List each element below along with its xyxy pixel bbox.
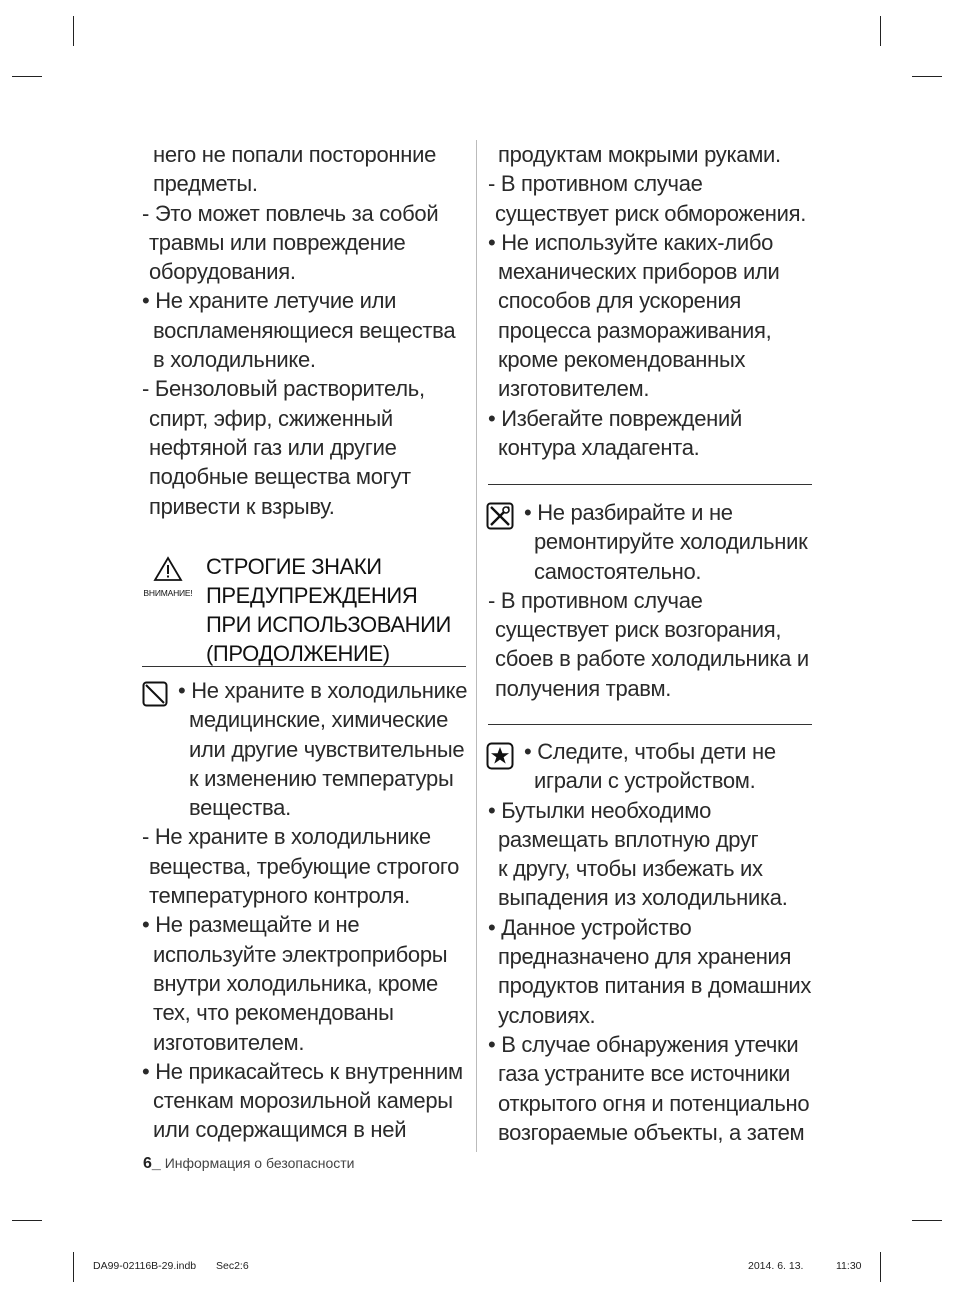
text-line: стенкам морозильной камеры	[153, 1088, 453, 1114]
section-divider	[488, 724, 812, 725]
text-line: привести к взрыву.	[149, 493, 335, 519]
crop-mark	[73, 16, 74, 46]
text-line: в холодильнике.	[153, 347, 316, 373]
text-line: • Не прикасайтесь к внутренним	[142, 1058, 463, 1084]
crop-mark	[12, 1220, 42, 1221]
print-date: 2014. 6. 13.	[748, 1260, 804, 1272]
text-line: предназначено для хранения	[498, 944, 792, 970]
crop-mark	[912, 1220, 942, 1221]
text-line: • Избегайте повреждений	[488, 405, 742, 431]
text-line: вещества.	[189, 795, 291, 821]
text-line: кроме рекомендованных	[498, 347, 746, 373]
text-line: открытого огня и потенциально	[498, 1090, 810, 1116]
text-line: - Бензоловый растворитель,	[142, 376, 425, 402]
text-line: • Не храните летучие или	[142, 288, 397, 314]
text-line: механических приборов или	[498, 259, 780, 285]
text-line: медицинские, химические	[189, 707, 449, 733]
text-line: существует риск возгорания,	[495, 617, 782, 643]
text-line: него не попали посторонние	[153, 142, 437, 167]
text-line: или содержащимся в ней	[153, 1117, 407, 1143]
footer-section: Информация о безопасности	[164, 1155, 355, 1171]
page-number: 6	[143, 1155, 152, 1172]
heading-line: (ПРОДОЛЖЕНИЕ)	[206, 641, 390, 666]
crop-mark	[73, 1252, 74, 1282]
text-line: вещества, требующие строгого	[149, 853, 460, 879]
column-divider	[476, 140, 477, 1152]
text-line: внутри холодильника, кроме	[153, 970, 438, 996]
text-line: продуктов питания в домашних	[498, 973, 812, 999]
right-column-block-3	[488, 737, 811, 1147]
print-file: DA99-02116B-29.indb	[93, 1260, 197, 1272]
text-line: размещать вплотную друг	[498, 826, 759, 852]
text-line: • Не храните в холодильнике	[178, 678, 468, 703]
text-line: получения травм.	[495, 675, 672, 701]
crop-mark	[912, 76, 942, 77]
text-line: - В противном случае	[488, 171, 703, 197]
print-time: 11:30	[836, 1260, 862, 1272]
text-line: • Не используйте каких-либо	[488, 229, 774, 255]
text-line: - Это может повлечь за собой	[142, 200, 439, 226]
text-line: предметы.	[153, 171, 258, 197]
text-line: газа устраните все источники	[498, 1061, 790, 1087]
text-line: подобные вещества могут	[149, 464, 411, 490]
warning-block	[138, 556, 198, 598]
warning-triangle-icon	[153, 556, 183, 582]
text-line: • Бутылки необходимо	[488, 797, 712, 823]
text-line: • Данное устройство	[488, 914, 692, 940]
text-line: воспламеняющиеся вещества	[153, 317, 456, 343]
text-line: травмы или повреждение	[149, 229, 406, 255]
page-footer	[143, 1155, 355, 1173]
text-line: самостоятельно.	[534, 558, 702, 584]
crop-mark	[880, 16, 881, 46]
text-line: ремонтируйте холодильник	[534, 529, 808, 555]
text-line: - В противном случае	[488, 587, 703, 613]
text-line: используйте электроприборы	[153, 941, 448, 967]
right-column-block-2	[488, 498, 809, 703]
text-line: возгораемые объекты, а затем	[498, 1119, 805, 1145]
heading-line: ПРИ ИСПОЛЬЗОВАНИИ	[206, 612, 451, 637]
text-line: продуктам мокрыми руками.	[498, 142, 781, 167]
text-line: - Не храните в холодильнике	[142, 824, 431, 850]
text-line: или другие чувствительные	[189, 736, 465, 762]
text-line: условиях.	[498, 1002, 596, 1028]
text-line: существует риск обморожения.	[495, 200, 807, 226]
text-line: нефтяной газ или другие	[149, 434, 397, 460]
text-line: контура хладагента.	[498, 434, 700, 460]
text-line: • Не размещайте и не	[142, 912, 360, 938]
text-line: выпадения из холодильника.	[498, 885, 788, 911]
text-line: сбоев в работе холодильника и	[495, 646, 809, 672]
heading-line: СТРОГИЕ ЗНАКИ	[206, 554, 382, 579]
print-sec: Sec2:6	[216, 1260, 249, 1272]
left-column-bottom-text	[142, 676, 468, 1145]
section-heading	[206, 552, 451, 668]
warning-label: ВНИМАНИЕ!	[143, 588, 193, 598]
text-line: к изменению температуры	[189, 765, 454, 791]
right-column-block-1	[488, 140, 806, 462]
text-line: температурного контроля.	[149, 883, 410, 909]
text-line: спирт, эфир, сжиженный	[149, 405, 393, 431]
section-divider	[488, 484, 812, 485]
text-line: • Не разбирайте и не	[524, 500, 733, 525]
crop-mark	[12, 76, 42, 77]
text-line: к другу, чтобы избежать их	[498, 856, 763, 882]
left-column-top-text	[142, 140, 455, 521]
heading-underline	[142, 666, 466, 667]
text-line: изготовителем.	[498, 376, 650, 402]
prohibited-icon	[142, 681, 168, 707]
text-line: играли с устройством.	[534, 768, 756, 794]
heading-line: ПРЕДУПРЕЖДЕНИЯ	[206, 583, 418, 608]
text-line: • Следите, чтобы дети не	[524, 739, 776, 764]
text-line: оборудования.	[149, 259, 296, 285]
crop-mark	[880, 1252, 881, 1282]
text-line: изготовителем.	[153, 1029, 305, 1055]
footer-separator: _	[151, 1155, 161, 1172]
text-line: тех, что рекомендованы	[153, 1000, 394, 1026]
text-line: процесса размораживания,	[498, 317, 772, 343]
text-line: способов для ускорения	[498, 288, 742, 314]
text-line: • В случае обнаружения утечки	[488, 1031, 799, 1057]
